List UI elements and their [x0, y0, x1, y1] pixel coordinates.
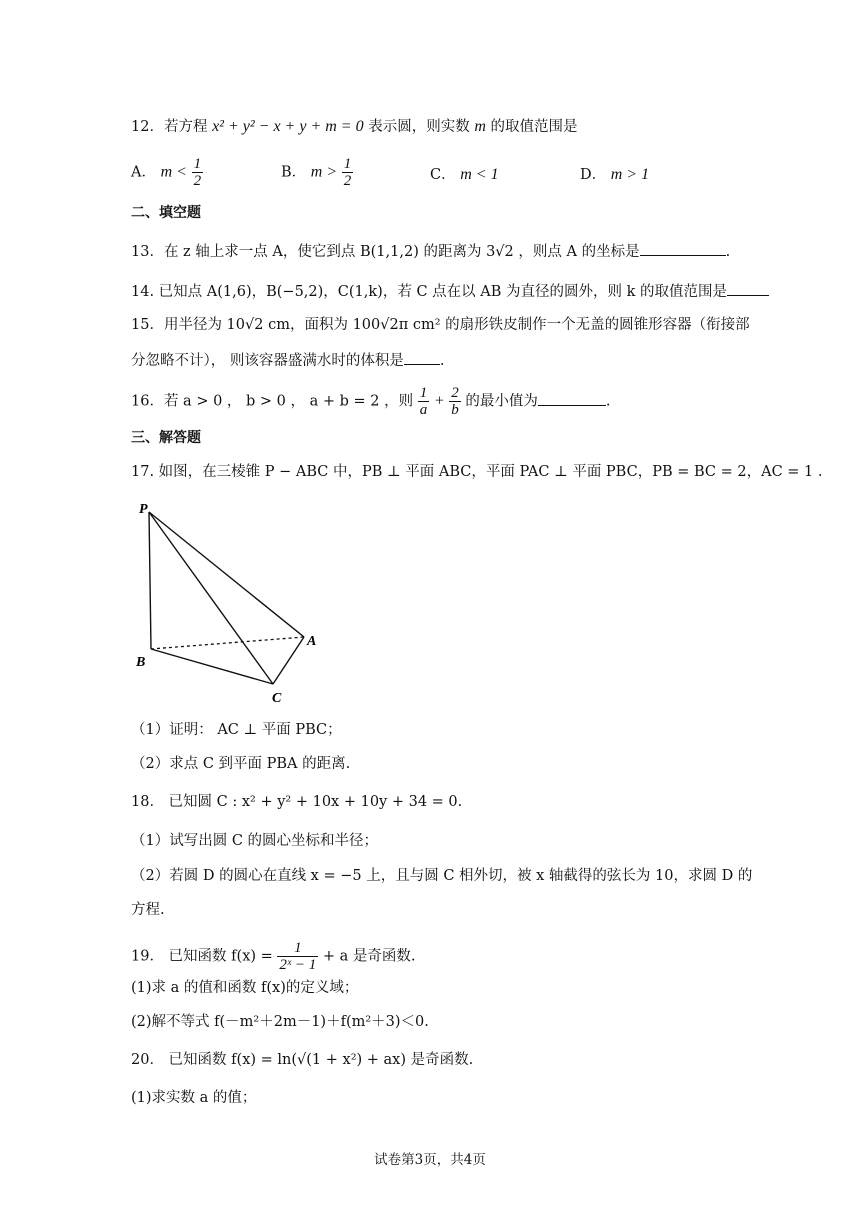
option-expression: m <: [160, 163, 187, 181]
q19-text-end: + a 是奇函数.: [322, 948, 416, 965]
q12-option-a: [131, 156, 203, 189]
answer-blank: [640, 241, 726, 256]
question-18-part2-line2: 方程.: [131, 902, 165, 918]
q12-option-b: [281, 156, 353, 189]
question-17-part2: （2）求点 C 到平面 PBA 的距离.: [131, 756, 351, 772]
q12-stem-end: 的取值范围是: [490, 119, 578, 135]
fraction-denominator: 2: [193, 173, 202, 189]
label-b: B: [136, 655, 146, 670]
question-18: 18． 已知圆 C : x² + y² + 10x + 10y + 34 = 0.: [131, 794, 463, 810]
option-letter: D．: [580, 167, 607, 183]
pyramid-figure: [131, 497, 331, 711]
fraction-numerator: 2: [451, 385, 459, 401]
q15-text: 分忽略不计）， 则该容器盛满水时的体积是: [131, 353, 404, 369]
question-19-part2: (2)解不等式 f(－m²＋2m－1)＋f(m²＋3)＜0.: [131, 1014, 429, 1030]
fraction-denominator: b: [451, 402, 459, 418]
label-a: A: [307, 634, 317, 649]
q12-option-d: [580, 163, 649, 184]
question-14: [131, 281, 769, 302]
option-expression: m > 1: [610, 166, 650, 183]
option-expression: m < 1: [460, 166, 499, 183]
option-expression: m >: [310, 163, 338, 181]
question-20-part1: (1)求实数 a 的值；: [131, 1090, 257, 1106]
fraction-numerator: 1: [343, 156, 352, 172]
edge-ca: [273, 637, 304, 684]
option-letter: A．: [131, 164, 156, 181]
question-19: [131, 940, 416, 973]
question-15-line2: 分忽略不计）， 则该容器盛满水时的体积是 .: [131, 350, 444, 371]
fraction-denominator: 2ˣ − 1: [279, 957, 317, 973]
page-footer: 试卷第3页，共4页: [374, 1152, 486, 1168]
fraction: [192, 156, 204, 189]
question-16: 16．若 a > 0 ， b > 0 ， a + b = 2 ，则 $\frac{1}{a}$ + $\frac{2}{b}$ 的最小值为 .: [131, 385, 611, 418]
edge-bc: [151, 649, 273, 684]
edge-ba-hidden: [151, 637, 304, 649]
fraction-numerator: 1: [277, 940, 318, 957]
edge-pb: [149, 512, 151, 649]
fraction-numerator: 1: [193, 156, 202, 172]
fraction: [449, 385, 461, 418]
fraction: [342, 156, 354, 189]
fraction-denominator: 2: [343, 173, 352, 189]
section-fill-in-heading: 二、填空题: [131, 205, 201, 221]
option-letter: C．: [430, 167, 456, 183]
edge-pa: [149, 512, 304, 637]
answer-blank: [404, 350, 440, 365]
fraction: [277, 940, 318, 973]
q12-option-c: [430, 163, 499, 184]
question-15-line1: 15．用半径为 10√2 cm，面积为 100√2π cm² 的扇形铁皮制作一个无盖的圆锥形容器（衔接部: [131, 317, 750, 333]
section-solutions-heading: 三、解答题: [131, 430, 201, 446]
q14-text: 14. 已知点 A(1,6)，B(−5,2)，C(1,k)，若 C 点在以 AB 为直径的圆外，则 k 的取值范围是: [131, 284, 727, 300]
fraction-denominator: a: [419, 402, 428, 418]
answer-blank: [538, 391, 606, 406]
question-18-part1: （1）试写出圆 C 的圆心坐标和半径；: [131, 833, 379, 849]
question-17-part1: （1）证明： AC ⊥ 平面 PBC；: [131, 722, 342, 738]
question-13: 13．在 z 轴上求一点 A，使它到点 B(1,1,2) 的距离为 3√2 ，则点 A 的坐标是 .: [131, 241, 730, 262]
option-letter: B．: [281, 164, 307, 181]
question-19-part1: (1)求 a 的值和函数 f(x)的定义域；: [131, 980, 359, 996]
question-12-stem: [131, 117, 578, 137]
q19-text-start: 19． 已知函数 f(x) =: [131, 948, 273, 965]
plus-sign: +: [433, 392, 445, 410]
q12-stem-mid: 表示圆，则实数: [368, 119, 470, 135]
question-20: 20． 已知函数 f(x) = ln(√(1 + x²) + ax) 是奇函数.: [131, 1052, 474, 1068]
pyramid-diagram: [131, 497, 331, 707]
q12-stem-start: 12．若方程: [131, 119, 208, 135]
question-17: 17. 如图，在三棱锥 P − ABC 中，PB ⊥ 平面 ABC，平面 PAC ⊥ 平面 PBC，PB = BC = 2，AC = 1 .: [131, 464, 823, 480]
q12-variable: m: [474, 118, 486, 135]
fraction: [418, 385, 430, 418]
label-p: P: [139, 502, 148, 517]
label-c: C: [272, 691, 282, 706]
q16-text-end: 的最小值为: [465, 393, 538, 410]
q12-equation: x² + y² − x + y + m = 0: [212, 118, 364, 135]
q13-text: 13．在 z 轴上求一点 A，使它到点 B(1,1,2) 的距离为 3√2 ，则点 A 的坐标是: [131, 244, 640, 260]
fraction-numerator: 1: [419, 385, 428, 401]
question-18-part2-line1: （2）若圆 D 的圆心在直线 x = −5 上，且与圆 C 相外切，被 x 轴截得的弦长为 10，求圆 D 的: [131, 868, 753, 884]
answer-blank: [727, 281, 769, 296]
edge-pc: [149, 512, 273, 684]
q16-text-start: 16．若 a > 0 ， b > 0 ， a + b = 2 ，则: [131, 393, 414, 410]
